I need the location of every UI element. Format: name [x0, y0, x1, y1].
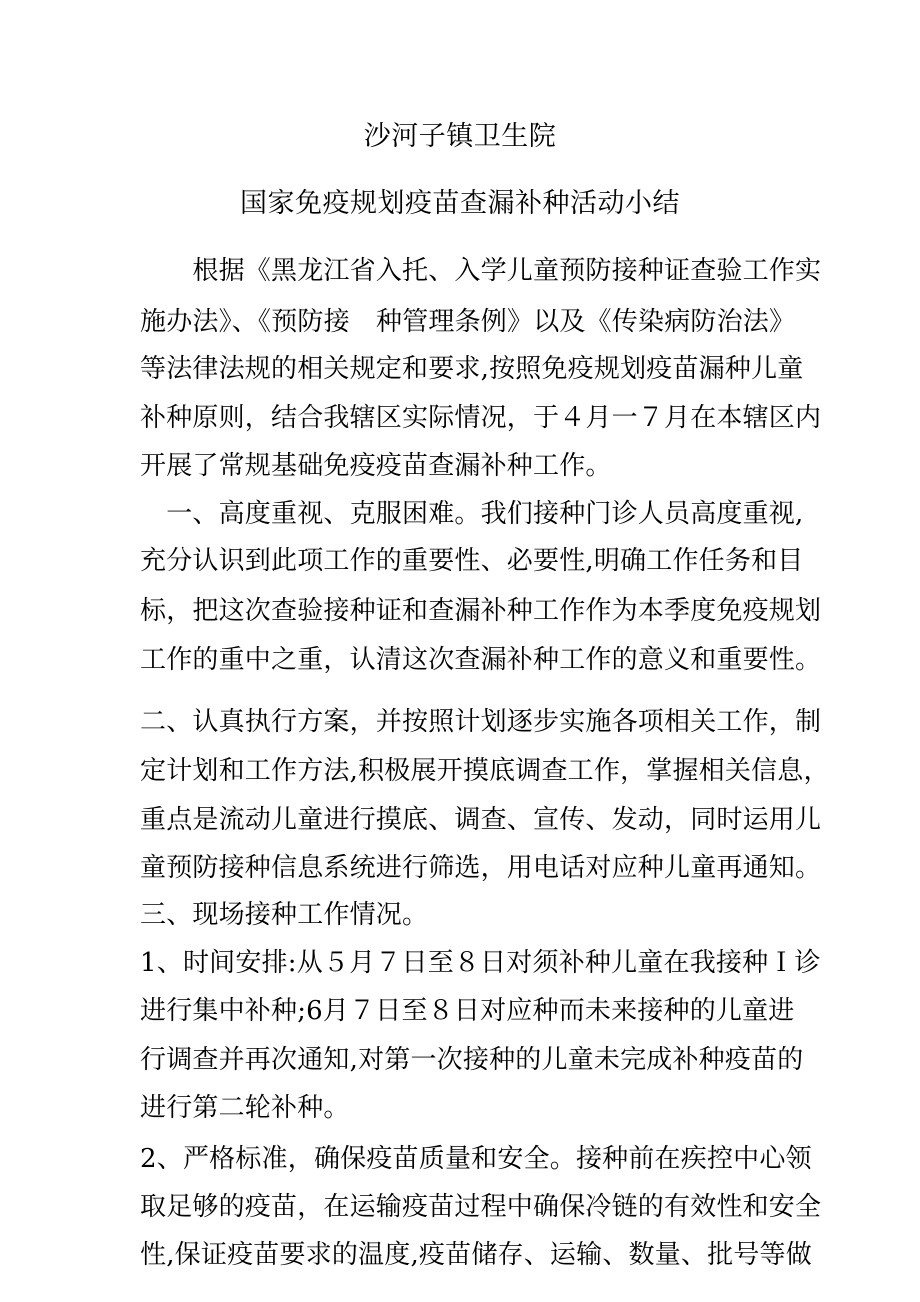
paragraph-line: 开展了常规基础免疫疫苗查漏补种工作。 [140, 451, 612, 481]
paragraph-line: 一、高度重视、克服困难。我们接种门诊人员高度重视, [140, 499, 804, 529]
paragraph-line: 施办法》、《预防接 种管理条例》以及《传染病防治法》 [140, 307, 796, 337]
paragraph-line: 工作的重中之重，认清这次查漏补种工作的意义和重要性。 [140, 645, 822, 675]
paragraph-line: 性,保证疫苗要求的温度,疫苗储存、运输、数量、批号等做 [140, 1240, 812, 1270]
paragraph-line: 定计划和工作方法,积极展开摸底调查工作，掌握相关信息， [140, 756, 830, 786]
paragraph-line: 充分认识到此项工作的重要性、必要性,明确工作任务和目 [140, 546, 804, 576]
document-title-org: 沙河子镇卫生院 [363, 121, 557, 152]
paragraph-line: 取足够的疫苗，在运输疫苗过程中确保冷链的有效性和安全 [140, 1192, 822, 1222]
paragraph-line: 二、认真执行方案，并按照计划逐步实施各项相关工作，制 [140, 707, 822, 737]
paragraph-line: 童预防接种信息系统进行筛选，用电话对应种儿童再通知。 [140, 853, 822, 883]
paragraph-line: 三、现场接种工作情况。 [140, 900, 429, 930]
document-title-main: 国家免疫规划疫苗查漏补种活动小结 [240, 188, 680, 219]
paragraph-line: 行调查并再次通知,对第一次接种的儿童未完成补种疫苗的 [140, 1045, 804, 1075]
paragraph-line: 2、严格标准，确保疫苗质量和安全。接种前在疾控中心领 [140, 1144, 812, 1174]
paragraph-line: 进行集中补种;6月７日至８日对应种而未来接种的儿童进 [140, 996, 795, 1026]
paragraph-line: 重点是流动儿童进行摸底、调查、宣传、发动，同时运用儿 [140, 805, 822, 835]
paragraph-line: 标，把这次查验接种证和查漏补种工作作为本季度免疫规划 [140, 596, 822, 626]
paragraph-line: 补种原则，结合我辖区实际情况，于４月一７月在本辖区内 [140, 403, 822, 433]
paragraph-line: 根据《黑龙江省入托、入学儿童预防接种证查验工作实 [140, 256, 822, 286]
paragraph-line: 1、时间安排:从５月７日至８日对须补种儿童在我接种Ｉ诊 [140, 948, 821, 978]
paragraph-line: 进行第二轮补种。 [140, 1093, 350, 1123]
paragraph-line: 等法律法规的相关规定和要求,按照免疫规划疫苗漏种儿童 [140, 354, 804, 384]
